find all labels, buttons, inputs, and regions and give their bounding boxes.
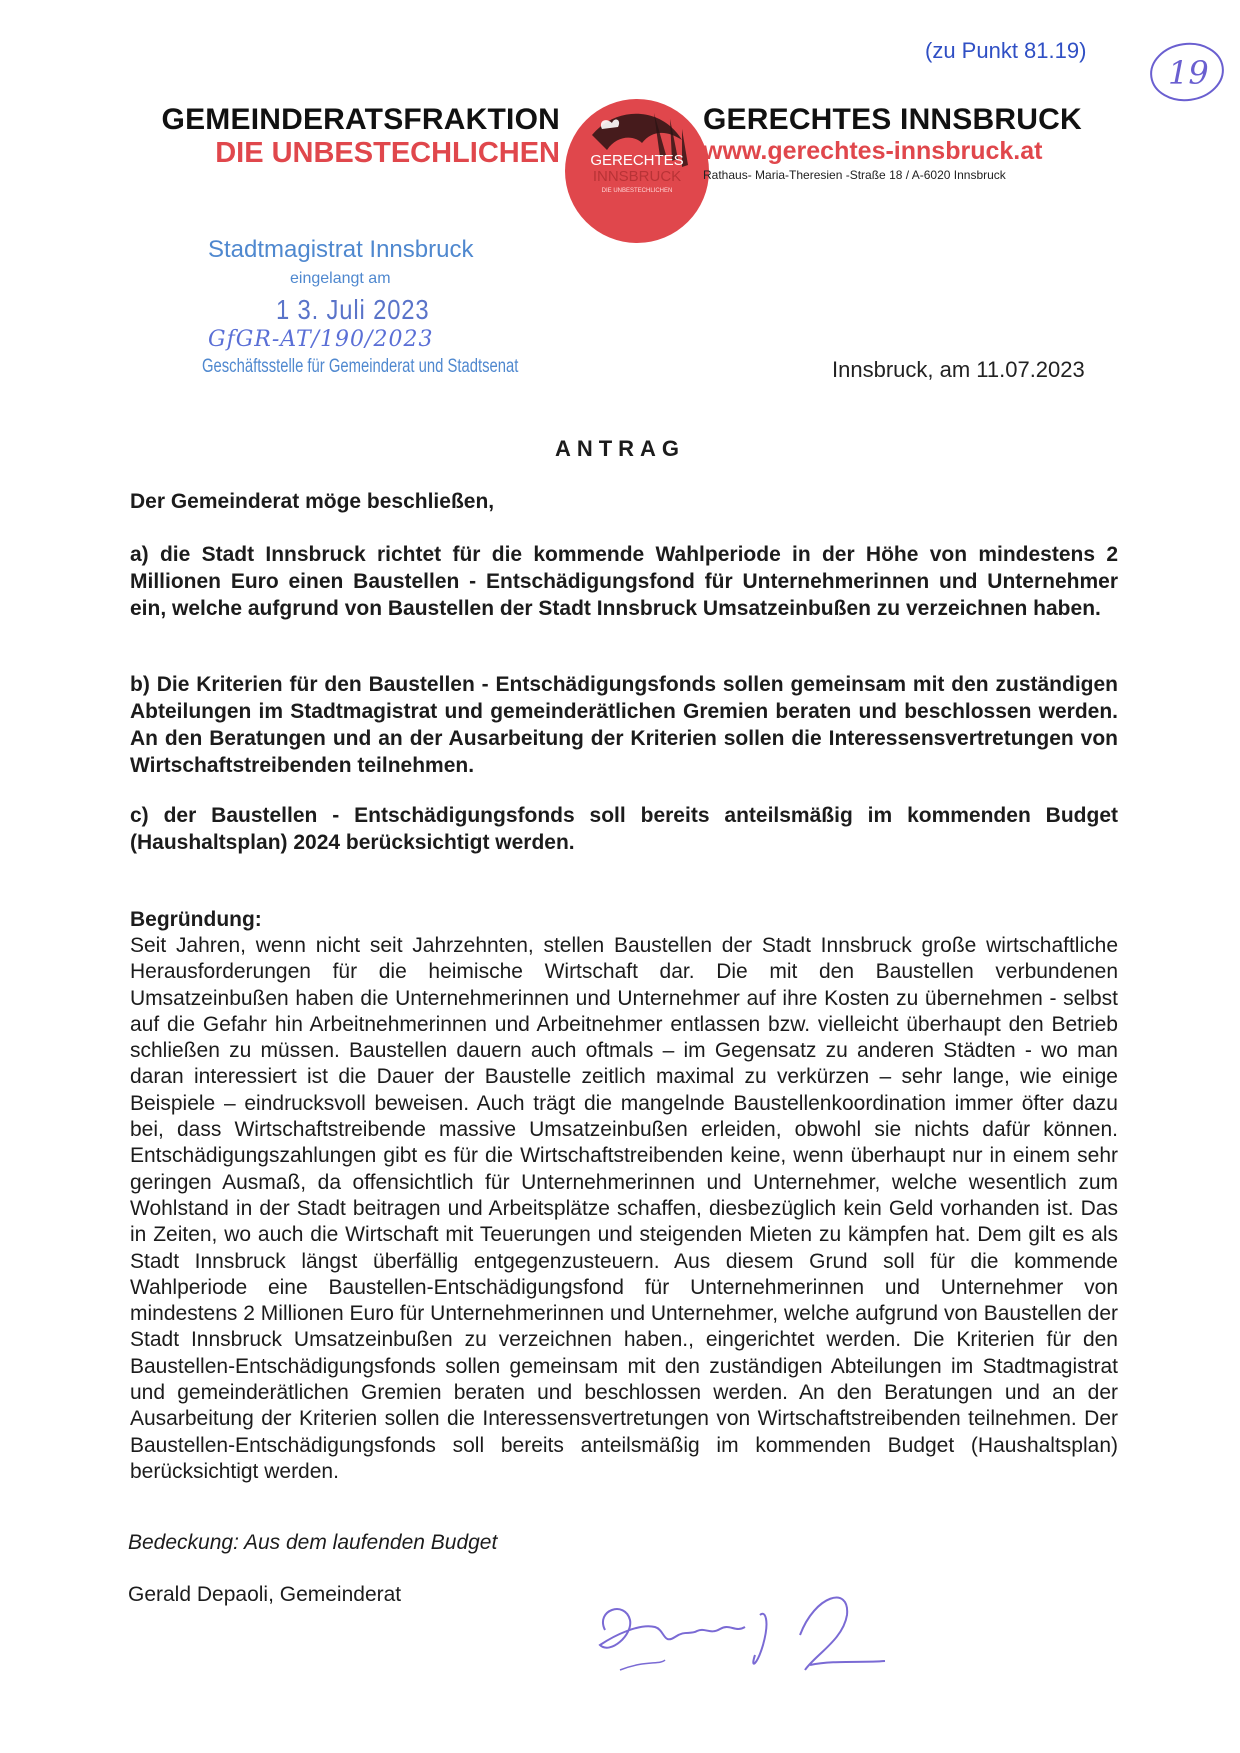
logo-text-1: GERECHTES — [590, 152, 684, 169]
receipt-stamp — [190, 232, 530, 392]
page-number-text: 19 — [1168, 54, 1209, 92]
party-subtitle: DIE UNBESTECHLICHEN — [215, 137, 560, 169]
stamp-organisation: Stadtmagistrat Innsbruck — [208, 236, 474, 263]
stamp-date: 1 3. Juli 2023 — [276, 294, 430, 325]
signer-name: Gerald Depaoli, Gemeinderat — [128, 1583, 402, 1606]
rationale-text: Seit Jahren, wenn nicht seit Jahrzehnten, stellen Baustellen der Stadt Innsbruck große wirtschaftliche Herausforderungen für die heimische Wirtschaft dar. Die mit den Baustellen verbundenen Umsatzeinbußen haben die Unternehmerinnen und Unternehmer auf ihre Kosten zu übernehmen - selbst auf die Gefahr hin Arbeitnehmerinnen und Arbeitnehmer entlassen bzw. vielleicht überhaupt den Betrieb schließen zu müssen. Baustellen dauern auch oftmals – im Gegensatz zu anderen Städten - wo man daran interessiert ist die Dauer der Baustelle zeitlich maximal zu verkürzen – sehr lange, wie einige Beispiele – eindrucksvoll beweisen. Auch trägt die mangelnde Baustellenkoordination immer öfter dazu bei, dass Wirtschaftstreibende massive Umsatzeinbußen erleiden, obwohl sie nichts dafür können. Entschädigungszahlungen gibt es für die Wirtschaftstreibenden keine, wenn überhaupt nur in einem sehr geringen Ausmaß, da offensichtlich für Unternehmerinnen und Unternehmer, welche wesentlich zum Wohlstand in der Stadt beitragen und Arbeitsplätze schaffen, diesbezüglich kein Geld vorhanden ist. Das in Zeiten, wo auch die Wirtschaft mit Teuerungen und steigenden Mieten zu kämpfen hat. Dem gilt es als Stadt Innsbruck längst überfällig entgegenzusteuern. Aus diesem Grund soll für die kommende Wahlperiode eine Baustellen-Entschädigungsfond für Unternehmerinnen und Unternehmer von mindestens 2 Millionen Euro für Unternehmerinnen und Unternehmer, welche aufgrund von Baustellen der Stadt Innsbruck Umsatzeinbußen zu verzeichnen haben., eingerichtet werden. Die Kriterien für den Baustellen-Entschädigungsfonds sollen gemeinsam mit den zuständigen Abteilungen im Stadtmagistrat und gemeinderätlichen Gremien beraten und beschlossen werden. An den Beratungen und an der Ausarbeitung der Kriterien sollen die Interessensvertretungen von Wirtschaftstreibenden teilnehmen. Der Baustellen-Entschädigungsfonds soll bereits anteilsmäßig im kommenden Budget (Haushaltsplan) berücksichtigt werden. — [130, 934, 1118, 1483]
party-title: GEMEINDERATSFRAKTION — [161, 103, 560, 136]
party-block-right — [703, 103, 1183, 182]
logo-text-2: INNSBRUCK — [592, 168, 682, 185]
agenda-reference: (zu Punkt 81.19) — [925, 38, 1087, 63]
party-address: Rathaus- Maria-Theresien -Straße 18 / A-6020 Innsbruck — [703, 168, 1006, 182]
party-logo — [562, 95, 712, 247]
place-date: Innsbruck, am 11.07.2023 — [832, 357, 1085, 382]
stamp-file-number: GfGR-AT/190/2023 — [208, 327, 434, 352]
handwritten-signature — [585, 1575, 945, 1680]
motion-paragraph-a: a) die Stadt Innsbruck richtet für die kommende Wahlperiode in der Höhe von mindestens 2 Millionen Euro einen Baustellen - Entschädigungsfond für Unternehmerinnen und Unternehmer ein, welche aufgrund von Baustellen der Stadt Innsbruck Umsatzeinbußen zu verzeichnen haben. — [130, 543, 1118, 620]
document-title: ANTRAG — [554, 436, 686, 461]
party-website: www.gerechtes-innsbruck.at — [703, 137, 1043, 165]
logo-text-3: DIE UNBESTECHLICHEN — [601, 188, 673, 194]
party-block-left — [120, 103, 560, 170]
rationale-heading: Begründung: — [130, 908, 262, 931]
motion-paragraph-c: c) der Baustellen - Entschädigungsfonds soll bereits anteilsmäßig im kommenden Budget (Haushaltsplan) 2024 berücksichtigt werden. — [130, 804, 1118, 854]
party-name: GERECHTES INNSBRUCK — [703, 103, 1082, 136]
stamp-received-label: eingelangt am — [290, 270, 391, 287]
stamp-office: Geschäftsstelle für Gemeinderat und Stadtsenat — [202, 356, 519, 377]
coverage-note: Bedeckung: Aus dem laufenden Budget — [128, 1531, 498, 1554]
motion-intro: Der Gemeinderat möge beschließen, — [130, 490, 495, 513]
handwritten-page-number — [1148, 40, 1226, 104]
motion-paragraph-b: b) Die Kriterien für den Baustellen - Entschädigungsfonds sollen gemeinsam mit den zuständigen Abteilungen im Stadtmagistrat und gemeinderätlichen Gremien beraten und beschlossen werden. An den Beratungen und an der Ausarbeitung der Kriterien sollen die Interessensvertretungen von Wirtschaftstreibenden teilnehmen. — [130, 673, 1118, 777]
